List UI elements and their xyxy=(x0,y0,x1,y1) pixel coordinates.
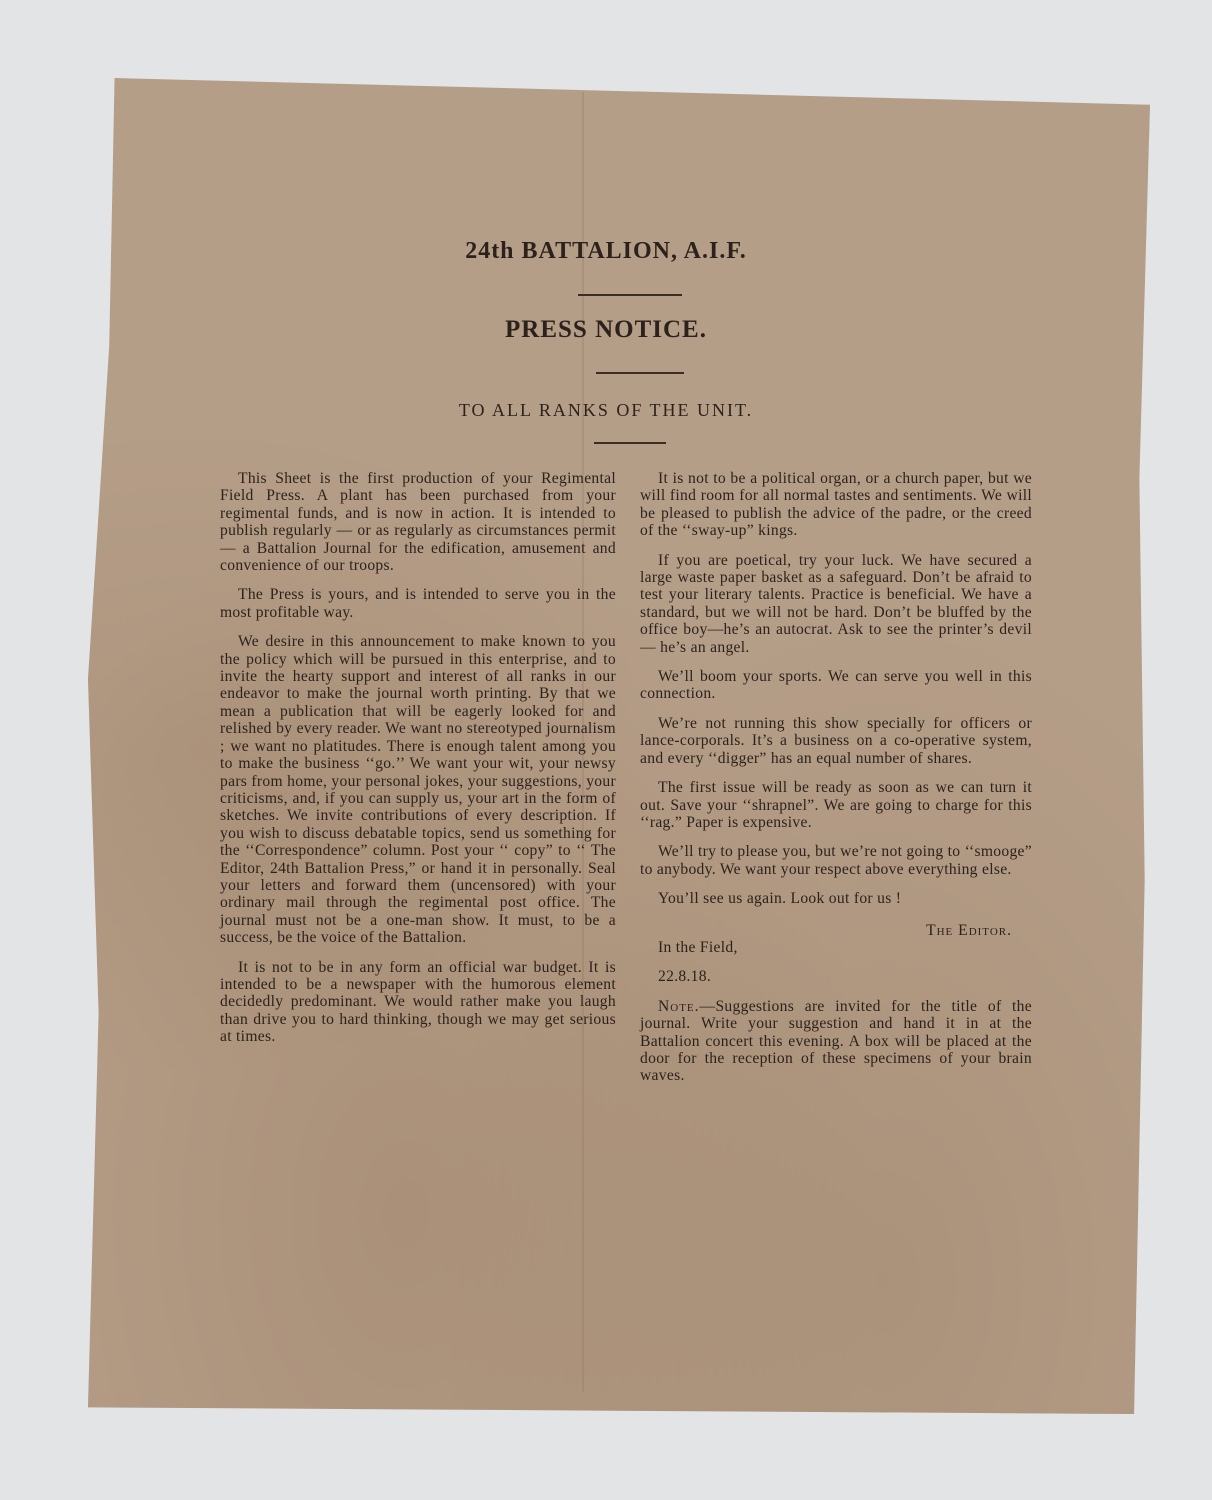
right-column xyxy=(640,470,1032,1097)
battalion-heading: 24th BATTALION, A.I.F. xyxy=(465,238,747,264)
note-paragraph xyxy=(640,998,1032,1085)
paragraph: The first issue will be ready as soon as we can turn it out. Save your ‘‘shrapnel”. We are going to charge for this ‘‘rag.” Paper is expensive. xyxy=(640,779,1032,831)
paragraph: We’ll boom your sports. We can serve you well in this connection. xyxy=(640,668,1032,703)
note-text: —Suggestions are invited for the title of the journal. Write your suggestion and hand it in at the Battalion concert this evening. A box will be placed at the door for the reception of these specimens of your brain waves. xyxy=(640,997,1032,1085)
paragraph: It is not to be a political organ, or a church paper, but we will find room for all normal tastes and sentiments. We will be pleased to publish the advice of the padre, or the creed of the ‘‘sway-up” kings. xyxy=(640,470,1032,540)
place-line: In the Field, xyxy=(658,938,738,956)
paragraph: This Sheet is the first production of your Regimental Field Press. A plant has been purchased from your regimental funds, and is now in action. It is intended to publish regularly — or as regularly as circumstances permit— a Battalion Journal for the edification, amusement and convenience of our troops. xyxy=(220,470,616,575)
note-lead: Note. xyxy=(658,997,700,1015)
paragraph: We’ll try to please you, but we’re not going to ‘‘smooge” to anybody. We want your respect above everything else. xyxy=(640,843,1032,878)
divider-rule xyxy=(594,442,666,444)
paragraph: If you are poetical, try your luck. We have secured a large waste paper basket as a safeguard. Don’t be afraid to test your literary talents. Practice is beneficial. We have a standard, but we will not be hard. Don’t be bluffed by the office boy—he’s an autocrat. Ask to see the printer’s devil— he’s an angel. xyxy=(640,551,1032,656)
paragraph: You’ll see us again. Look out for us ! xyxy=(658,890,902,908)
divider-rule xyxy=(596,372,684,374)
address-line: TO ALL RANKS OF THE UNIT. xyxy=(458,400,754,420)
notice-title: PRESS NOTICE. xyxy=(505,316,707,343)
editor-signature: The Editor. xyxy=(926,921,1012,939)
divider-rule xyxy=(578,294,682,296)
date-line: 22.8.18. xyxy=(658,968,712,986)
paragraph: The Press is yours, and is intended to serve you in the most profitable way. xyxy=(220,586,616,621)
left-column xyxy=(220,470,616,1058)
paragraph: We’re not running this show specially for officers or lance-corporals. It’s a business on a co-operative system, and every ‘‘digger” has an equal number of shares. xyxy=(640,714,1032,767)
paragraph: It is not to be in any form an official war budget. It is intended to be a newspaper with the humorous element decidedly predominant. We would rather make you laugh than drive you to hard thinking, though we may get serious at times. xyxy=(220,958,616,1046)
paragraph: We desire in this announcement to make known to you the policy which will be pursued in this enterprise, and to invite the hearty support and interest of all ranks in our endeavor to make the journal worth printing. By that we mean a publication that will be eagerly looked for and relished by every reader. We want no stereotyped journalism ; we want no platitudes. There is enough talent among you to make the business ‘‘go.’’ We want your wit, your newsy pars from home, your personal jokes, your suggestions, your criticisms, and, if you can supply us, your art in the form of sketches. We invite contributions of every description. If you wish to discuss debatable topics, send us something for the ‘‘Correspondence” column. Post your ‘‘ copy” to ‘‘ The Editor, 24th Battalion Press,” or hand it in personally. Seal your letters and forward them (uncensored) with your ordinary mail through the regimental post office. The journal must not be a one-man show. It must, to be a success, be the voice of the Battalion. xyxy=(220,633,616,947)
